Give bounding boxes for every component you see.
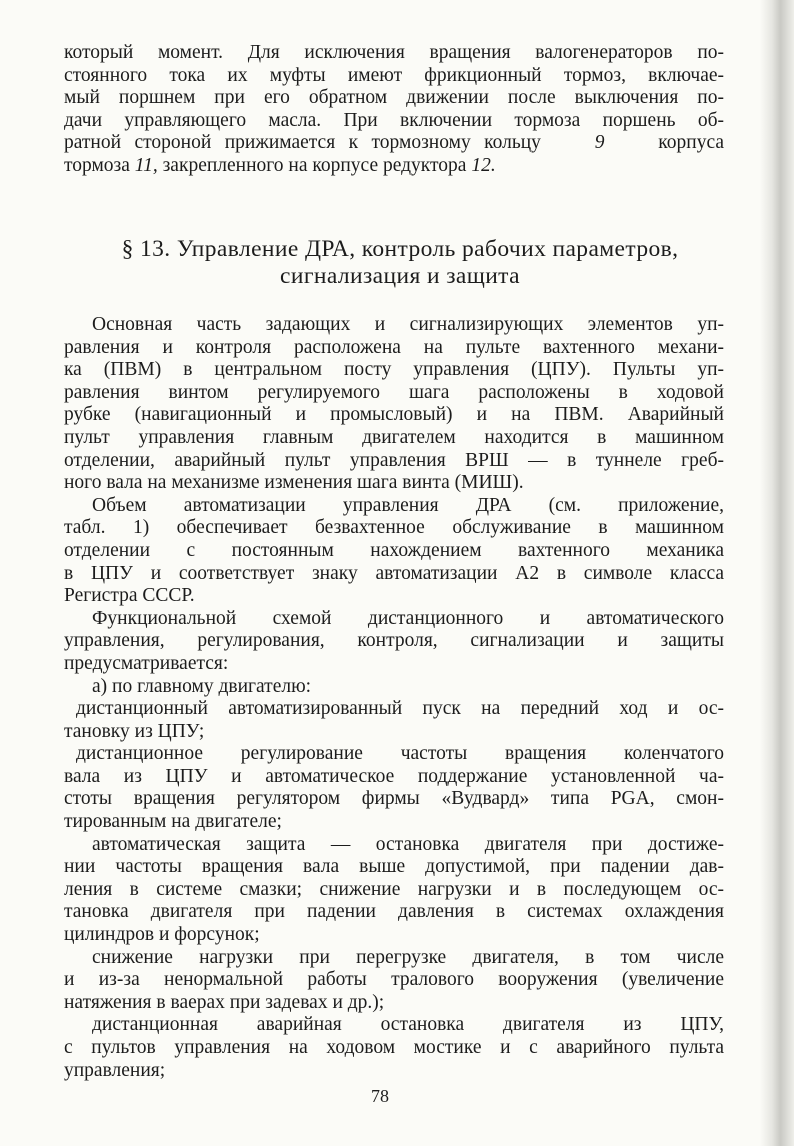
text-line-with-figure-ref bbox=[64, 155, 724, 178]
text-line: дачи управляющего масла. При включении тормоза поршень об- bbox=[64, 109, 724, 131]
text-line: снижение нагрузки при перегрузке двигателя, в том числе bbox=[92, 946, 724, 968]
text-line: тированным на двигателе; bbox=[64, 811, 282, 833]
text-line: мый поршнем при его обратном движении после выключения по- bbox=[64, 87, 724, 109]
text-line: дистанционный автоматизированный пуск на передний ход и ос- bbox=[76, 698, 724, 720]
text-line: равления и контроля расположена на пульте вахтенного механи- bbox=[64, 336, 724, 358]
text-fragment: ратной стороной прижимается к тормозному кольцу bbox=[64, 132, 541, 154]
list-heading bbox=[64, 676, 724, 699]
text-line: автоматическая защита — остановка двигателя при достиже- bbox=[92, 833, 724, 855]
text-line: ного вала на механизме изменения шага винта (МИШ). bbox=[64, 472, 524, 494]
text-fragment: тормоза bbox=[64, 154, 130, 176]
text-line: управления, регулирования, контроля, сигнализации и защиты bbox=[64, 630, 724, 652]
text-fragment: закрепленного на корпусе редуктора bbox=[162, 154, 467, 176]
section-heading bbox=[80, 236, 720, 290]
list-item bbox=[64, 1014, 724, 1082]
text-line: предусматривается: bbox=[64, 652, 229, 674]
list-item bbox=[64, 698, 724, 743]
section-heading-line: § 13. Управление ДРА, контроль рабочих параметров, bbox=[121, 236, 679, 262]
text-line: стоянного тока их муфты имеют фрикционный тормоз, включае- bbox=[64, 64, 724, 86]
figure-ref-number: 9 bbox=[594, 132, 605, 154]
text-fragment: корпуса bbox=[658, 132, 724, 154]
text-line: ка (ПВМ) в центральном посту управления (ЦПУ). Пульты уп- bbox=[64, 359, 724, 381]
paragraph bbox=[64, 608, 724, 676]
text-line: вала из ЦПУ и автоматическое поддержание установленной ча- bbox=[64, 765, 724, 787]
section-body bbox=[64, 314, 724, 1082]
figure-ref-number: 12. bbox=[471, 154, 496, 176]
list-item bbox=[64, 743, 724, 833]
page-number: 78 bbox=[371, 1086, 389, 1106]
text-line: дистанционное регулирование частоты вращения коленчатого bbox=[76, 743, 724, 765]
text-line: тановку из ЦПУ; bbox=[64, 720, 205, 742]
text-line-with-figure-ref bbox=[64, 132, 724, 155]
continuation-paragraph bbox=[64, 42, 724, 178]
text-line: цилиндров и форсунок; bbox=[64, 924, 260, 946]
text-line: отделении с постоянным нахождением вахтенного механика bbox=[64, 539, 724, 561]
text-line: отделении, аварийный пульт управления ВРШ — в туннеле греб- bbox=[64, 449, 724, 471]
text-line: Основная часть задающих и сигнализирующих элементов уп- bbox=[92, 314, 724, 335]
text-line: натяжения в ваерах при задевах и др.); bbox=[64, 991, 385, 1013]
text-line: табл. 1) обеспечивает безвахтенное обслуживание в машинном bbox=[64, 517, 724, 539]
text-line: а) по главному двигателю: bbox=[92, 675, 312, 697]
text-line: тановка двигателя при падении давления в системах охлаждения bbox=[64, 901, 724, 923]
page-edge-shadow bbox=[760, 0, 794, 1146]
text-line: Регистра СССР. bbox=[64, 585, 195, 607]
text-line: и из-за ненормальной работы тралового вооружения (увеличение bbox=[64, 969, 724, 991]
text-line: пульт управления главным двигателем находится в машинном bbox=[64, 426, 724, 448]
text-line: рубке (навигационный и промысловый) и на ПВМ. Аварийный bbox=[64, 404, 724, 426]
text-line: Функциональной схемой дистанционного и автоматического bbox=[92, 607, 724, 629]
text-line: стоты вращения регулятором фирмы «Вудвард» типа PGA, смон- bbox=[64, 788, 724, 810]
text-line: дистанционная аварийная остановка двигателя из ЦПУ, bbox=[92, 1014, 724, 1036]
text-line: в ЦПУ и соответствует знаку автоматизации А2 в символе класса bbox=[64, 562, 724, 584]
list-item bbox=[64, 947, 724, 1015]
paragraph bbox=[64, 495, 724, 608]
text-line: с пультов управления на ходовом мостике и с аварийного пульта bbox=[64, 1037, 724, 1058]
figure-ref-number: 11, bbox=[134, 154, 158, 176]
text-line: который момент. Для исключения вращения валогенераторов по- bbox=[64, 42, 724, 63]
paragraph bbox=[64, 314, 724, 495]
list-item bbox=[64, 834, 724, 947]
text-line: Объем автоматизации управления ДРА (см. приложение, bbox=[92, 494, 724, 516]
section-heading-line: сигнализация и защита bbox=[280, 263, 520, 289]
text-line: управления; bbox=[64, 1059, 166, 1081]
text-line: равления винтом регулируемого шага расположены в ходовой bbox=[64, 381, 724, 403]
text-line: ления в системе смазки; снижение нагрузки и в последующем ос- bbox=[64, 878, 724, 900]
text-line: нии частоты вращения вала выше допустимой, при падении дав- bbox=[64, 856, 724, 878]
